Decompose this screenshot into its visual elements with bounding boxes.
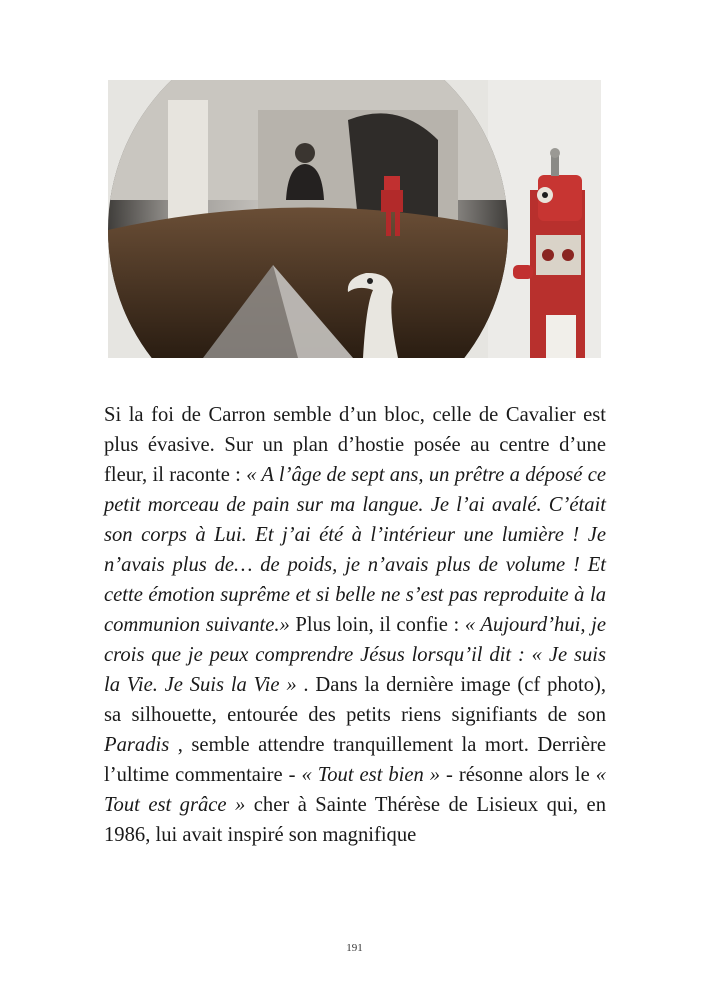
body-paragraph bbox=[104, 400, 606, 850]
text-segment: cher à Sainte Thérèse de Lisieux qui, en 1986, lui avait inspiré son magnifique bbox=[104, 794, 606, 846]
quote-tout-est-grace: « Tout est grâce » bbox=[104, 764, 606, 816]
quote-tout-est-bien: « Tout est bien » bbox=[301, 764, 441, 786]
paradis-title: Paradis bbox=[104, 734, 170, 756]
text-segment: . Dans la dernière image (cf photo), sa silhouette, entourée des petits riens signifiants de son bbox=[104, 674, 606, 726]
text-segment: Si la foi de Carron semble d’un bloc, celle de Cavalier est plus évasive. Sur un plan d’hostie posée au centre d’une fleur, il raconte : bbox=[104, 404, 606, 486]
mirror-sphere-photo bbox=[108, 80, 601, 358]
text-segment: Plus loin, il confie : bbox=[289, 614, 465, 636]
quote-jesus: « Aujourd’hui, je crois que je peux comprendre Jésus lorsqu’il dit : « Je suis la Vie. Je Suis la Vie » bbox=[104, 614, 606, 696]
page-number: 191 bbox=[346, 942, 363, 954]
text-segment: , semble attendre tranquillement la mort. Derrière l’ultime commentaire - bbox=[104, 734, 606, 786]
quote-first-communion: « A l’âge de sept ans, un prêtre a déposé ce petit morceau de pain sur ma langue. Je l’ai avalé. C’était son corps à Lui. Et j’ai été à l’intérieur une lumière ! Je n’avais plus de… de poids, je n’avais plus de volume ! Et cette émotion suprême et si belle ne s’est pas reproduite à la communion suivante.» bbox=[104, 464, 606, 636]
text-segment: - résonne alors le bbox=[440, 764, 596, 786]
